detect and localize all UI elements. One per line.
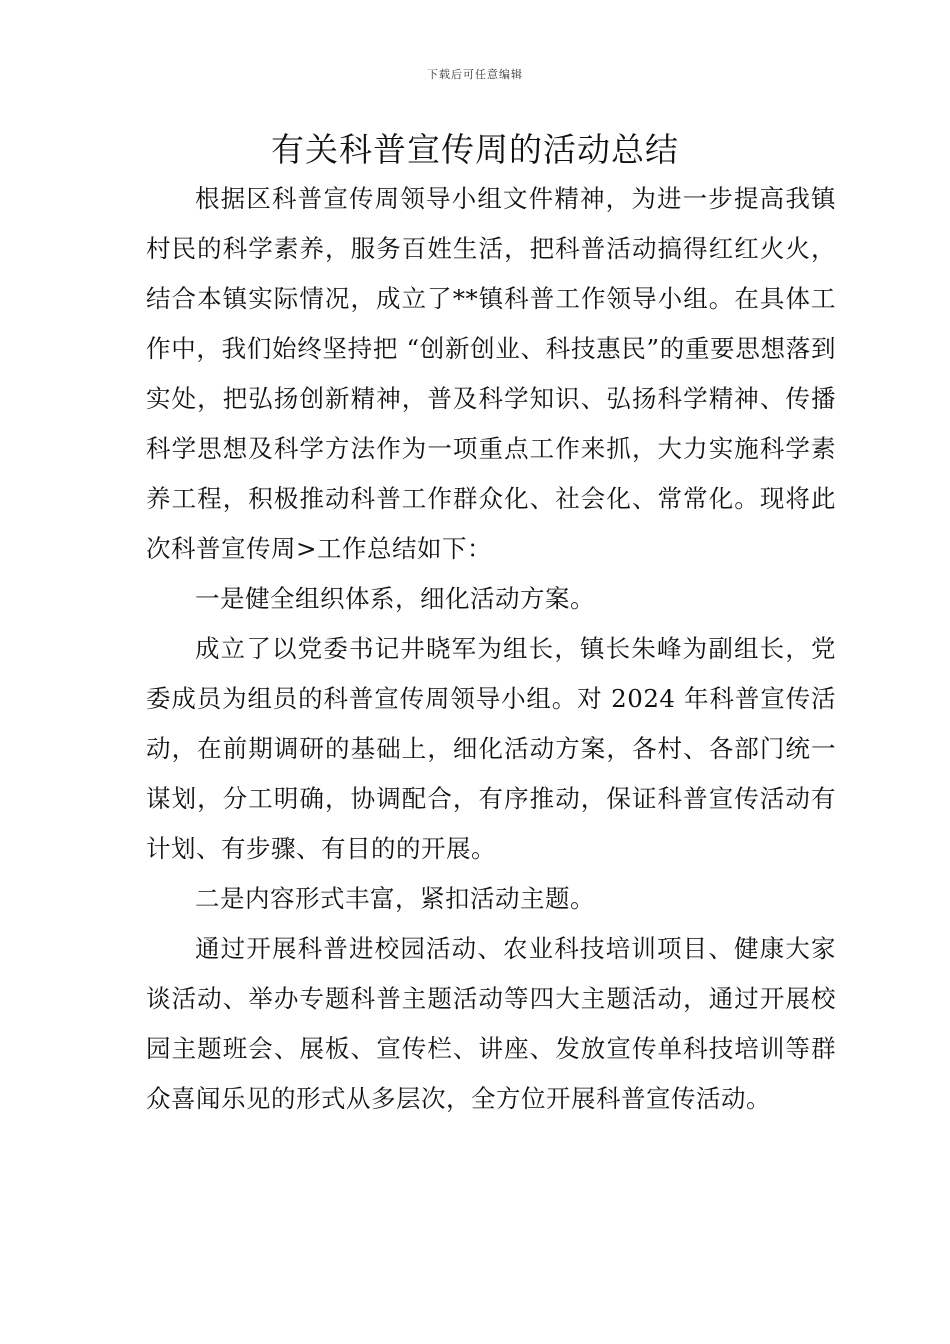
paragraph-section-2: 通过开展科普进校园活动、农业科技培训项目、健康大家谈活动、举办专题科普主题活动等四大主题活动，通过开展校园主题班会、展板、宣传栏、讲座、发放宣传单科技培训等群众喜闻乐见的形式从多层次，全方位开展科普宣传活动。	[146, 934, 836, 1113]
document-title: 有关科普宣传周的活动总结	[271, 130, 679, 169]
section-heading-1: 一是健全组织体系，细化活动方案。	[195, 584, 595, 613]
section-heading-2: 二是内容形式丰富，紧扣活动主题。	[195, 884, 595, 913]
paragraph-section-1: 成立了以党委书记井晓军为组长，镇长朱峰为副组长，党委成员为组员的科普宣传周领导小组。对 2024 年科普宣传活动，在前期调研的基础上，细化活动方案，各村、各部门统一谋划，分工明确，协调配合，有序推动，保证科普宣传活动有计划、有步骤、有目的的开展。	[146, 634, 836, 863]
header-note: 下载后可任意编辑	[427, 68, 523, 81]
document-body	[146, 174, 836, 1124]
paragraph-intro: 根据区科普宣传周领导小组文件精神，为进一步提高我镇村民的科学素养，服务百姓生活，把科普活动搞得红红火火，结合本镇实际情况，成立了**镇科普工作领导小组。在具体工作中，我们始终坚持把 “创新创业、科技惠民”的重要思想落到实处，把弘扬创新精神，普及科学知识、弘扬科学精神、传播科学思想及科学方法作为一项重点工作来抓，大力实施科学素养工程，积极推动科普工作群众化、社会化、常常化。现将此次科普宣传周>工作总结如下：	[146, 184, 836, 563]
